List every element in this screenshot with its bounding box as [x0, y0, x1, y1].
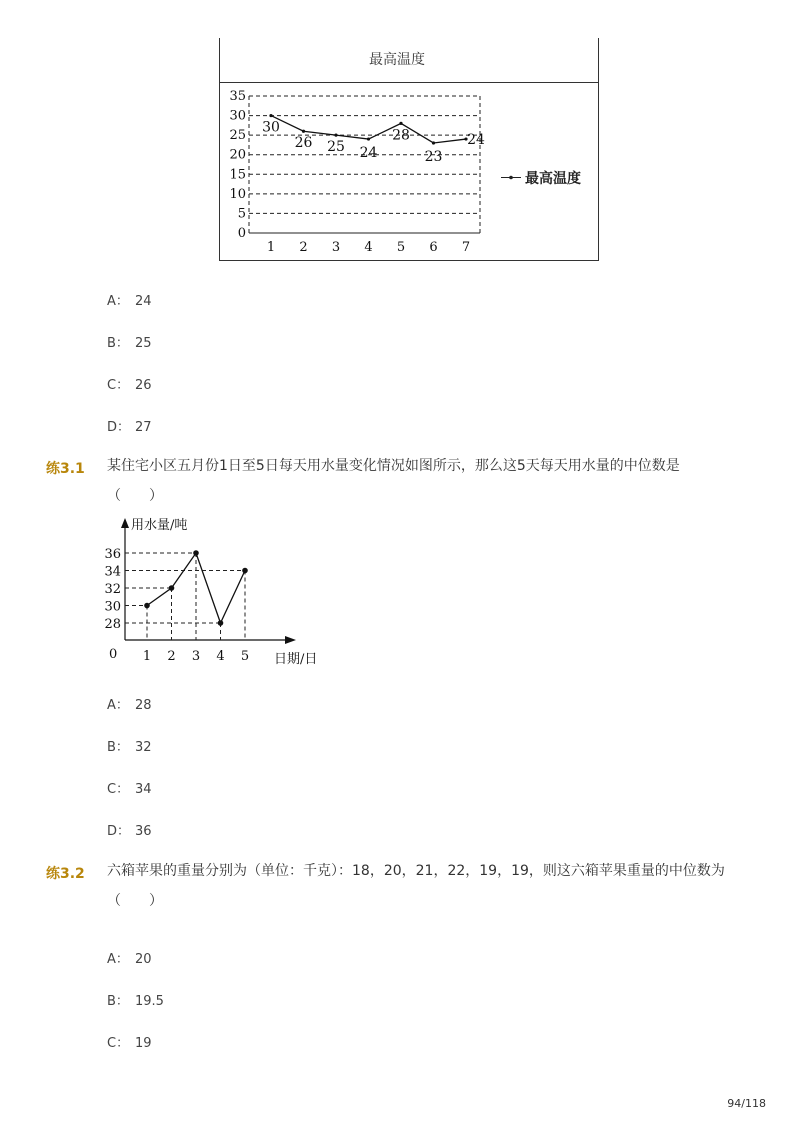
option-c[interactable] — [107, 374, 152, 393]
x-tick-label: 3 — [191, 649, 201, 664]
option-label: C： — [107, 782, 130, 797]
exercise-number: 练3.2 — [46, 866, 85, 882]
data-point — [432, 141, 435, 144]
exercise-number: 练3.1 — [46, 461, 85, 477]
y-tick-label: 34 — [104, 564, 121, 580]
y-axis-label: 用水量/吨 — [131, 518, 188, 533]
exercise-text: 六箱苹果的重量分别为（单位：千克）：18，20，21，22，19，19，则这六箱苹果重量的中位数为（ ） — [107, 863, 725, 909]
x-tick-label: 7 — [461, 240, 471, 255]
data-label: 24 — [359, 145, 378, 162]
data-label: 25 — [327, 139, 345, 156]
y-tick-label: 32 — [104, 582, 121, 597]
water-usage-chart — [95, 512, 335, 672]
data-point — [399, 122, 402, 125]
x-tick-label: 4 — [364, 240, 373, 255]
x-tick-label: 2 — [167, 649, 176, 664]
option-b[interactable] — [107, 736, 152, 755]
x-tick-label: 5 — [240, 649, 250, 664]
x-tick-label: 3 — [331, 240, 341, 255]
option-label: C： — [107, 378, 130, 393]
option-a[interactable] — [107, 290, 152, 309]
exercise-text: 某住宅小区五月份1日至5日每天用水量变化情况如图所示，那么这5天每天用水量的中位数是（ ） — [107, 458, 680, 504]
chart2-plot-area — [104, 517, 317, 667]
data-label: 23 — [424, 148, 443, 165]
option-value: 20 — [135, 952, 152, 967]
option-a[interactable] — [107, 694, 152, 713]
y-tick-label: 5 — [237, 206, 246, 222]
y-tick-label: 35 — [229, 89, 246, 104]
temperature-chart-box — [219, 38, 598, 260]
data-label: 24 — [467, 132, 485, 149]
y-axis-arrow — [121, 518, 129, 528]
legend-marker — [509, 176, 513, 180]
option-value: 27 — [135, 420, 152, 435]
option-d[interactable] — [107, 416, 152, 435]
option-c[interactable] — [107, 778, 152, 797]
data-point — [302, 130, 305, 133]
option-label: A： — [107, 698, 129, 713]
y-tick-label: 20 — [229, 147, 246, 163]
option-value: 34 — [135, 782, 152, 797]
origin-label: 0 — [109, 647, 118, 662]
data-label: 30 — [262, 119, 280, 136]
option-b[interactable] — [107, 332, 152, 351]
option-a[interactable] — [107, 948, 152, 967]
data-point — [169, 585, 175, 591]
data-point — [242, 568, 248, 574]
chart1-legend: 最高温度 — [525, 171, 581, 187]
option-label: A： — [107, 294, 129, 309]
y-tick-label: 30 — [104, 599, 121, 615]
data-label: 26 — [294, 135, 313, 152]
option-d[interactable] — [107, 820, 152, 839]
x-tick-label: 1 — [266, 240, 276, 255]
y-tick-label: 30 — [229, 108, 246, 124]
option-value: 28 — [135, 698, 152, 713]
chart1-title: 最高温度 — [369, 52, 425, 68]
y-tick-label: 28 — [104, 617, 121, 632]
y-tick-label: 36 — [104, 547, 121, 562]
x-tick-label: 5 — [396, 240, 406, 255]
option-c[interactable] — [107, 1032, 152, 1051]
option-label: A： — [107, 952, 129, 967]
data-point — [367, 137, 370, 140]
data-point — [218, 620, 224, 626]
x-axis-label: 日期/日 — [274, 652, 318, 667]
option-value: 36 — [135, 824, 152, 839]
data-point — [144, 603, 150, 609]
option-value: 32 — [135, 740, 152, 755]
option-b[interactable] — [107, 990, 164, 1009]
option-label: B： — [107, 740, 129, 755]
y-tick-label: 25 — [229, 128, 246, 144]
x-axis-arrow — [285, 636, 296, 644]
data-label: 28 — [392, 127, 410, 144]
option-label: B： — [107, 336, 129, 351]
y-tick-label: 0 — [237, 226, 246, 241]
x-tick-label: 6 — [429, 240, 438, 255]
option-value: 25 — [135, 336, 152, 351]
x-tick-label: 2 — [299, 240, 308, 255]
y-tick-label: 15 — [229, 167, 246, 183]
temperature-chart — [219, 38, 600, 263]
option-value: 26 — [135, 378, 152, 393]
chart1-plot-area — [229, 89, 485, 255]
data-point — [334, 134, 337, 137]
option-label: D： — [107, 824, 131, 839]
x-tick-label: 1 — [142, 649, 152, 664]
x-tick-label: 4 — [216, 649, 225, 664]
y-tick-label: 10 — [229, 186, 246, 202]
option-value: 24 — [135, 294, 152, 309]
option-label: C： — [107, 1036, 130, 1051]
option-value: 19.5 — [135, 994, 164, 1009]
data-point — [269, 114, 272, 117]
page-number: 94/118 — [727, 1097, 766, 1110]
data-point — [193, 550, 199, 556]
option-label: B： — [107, 994, 129, 1009]
water-usage-chart-box — [95, 512, 335, 672]
option-label: D： — [107, 420, 131, 435]
option-value: 19 — [135, 1036, 152, 1051]
